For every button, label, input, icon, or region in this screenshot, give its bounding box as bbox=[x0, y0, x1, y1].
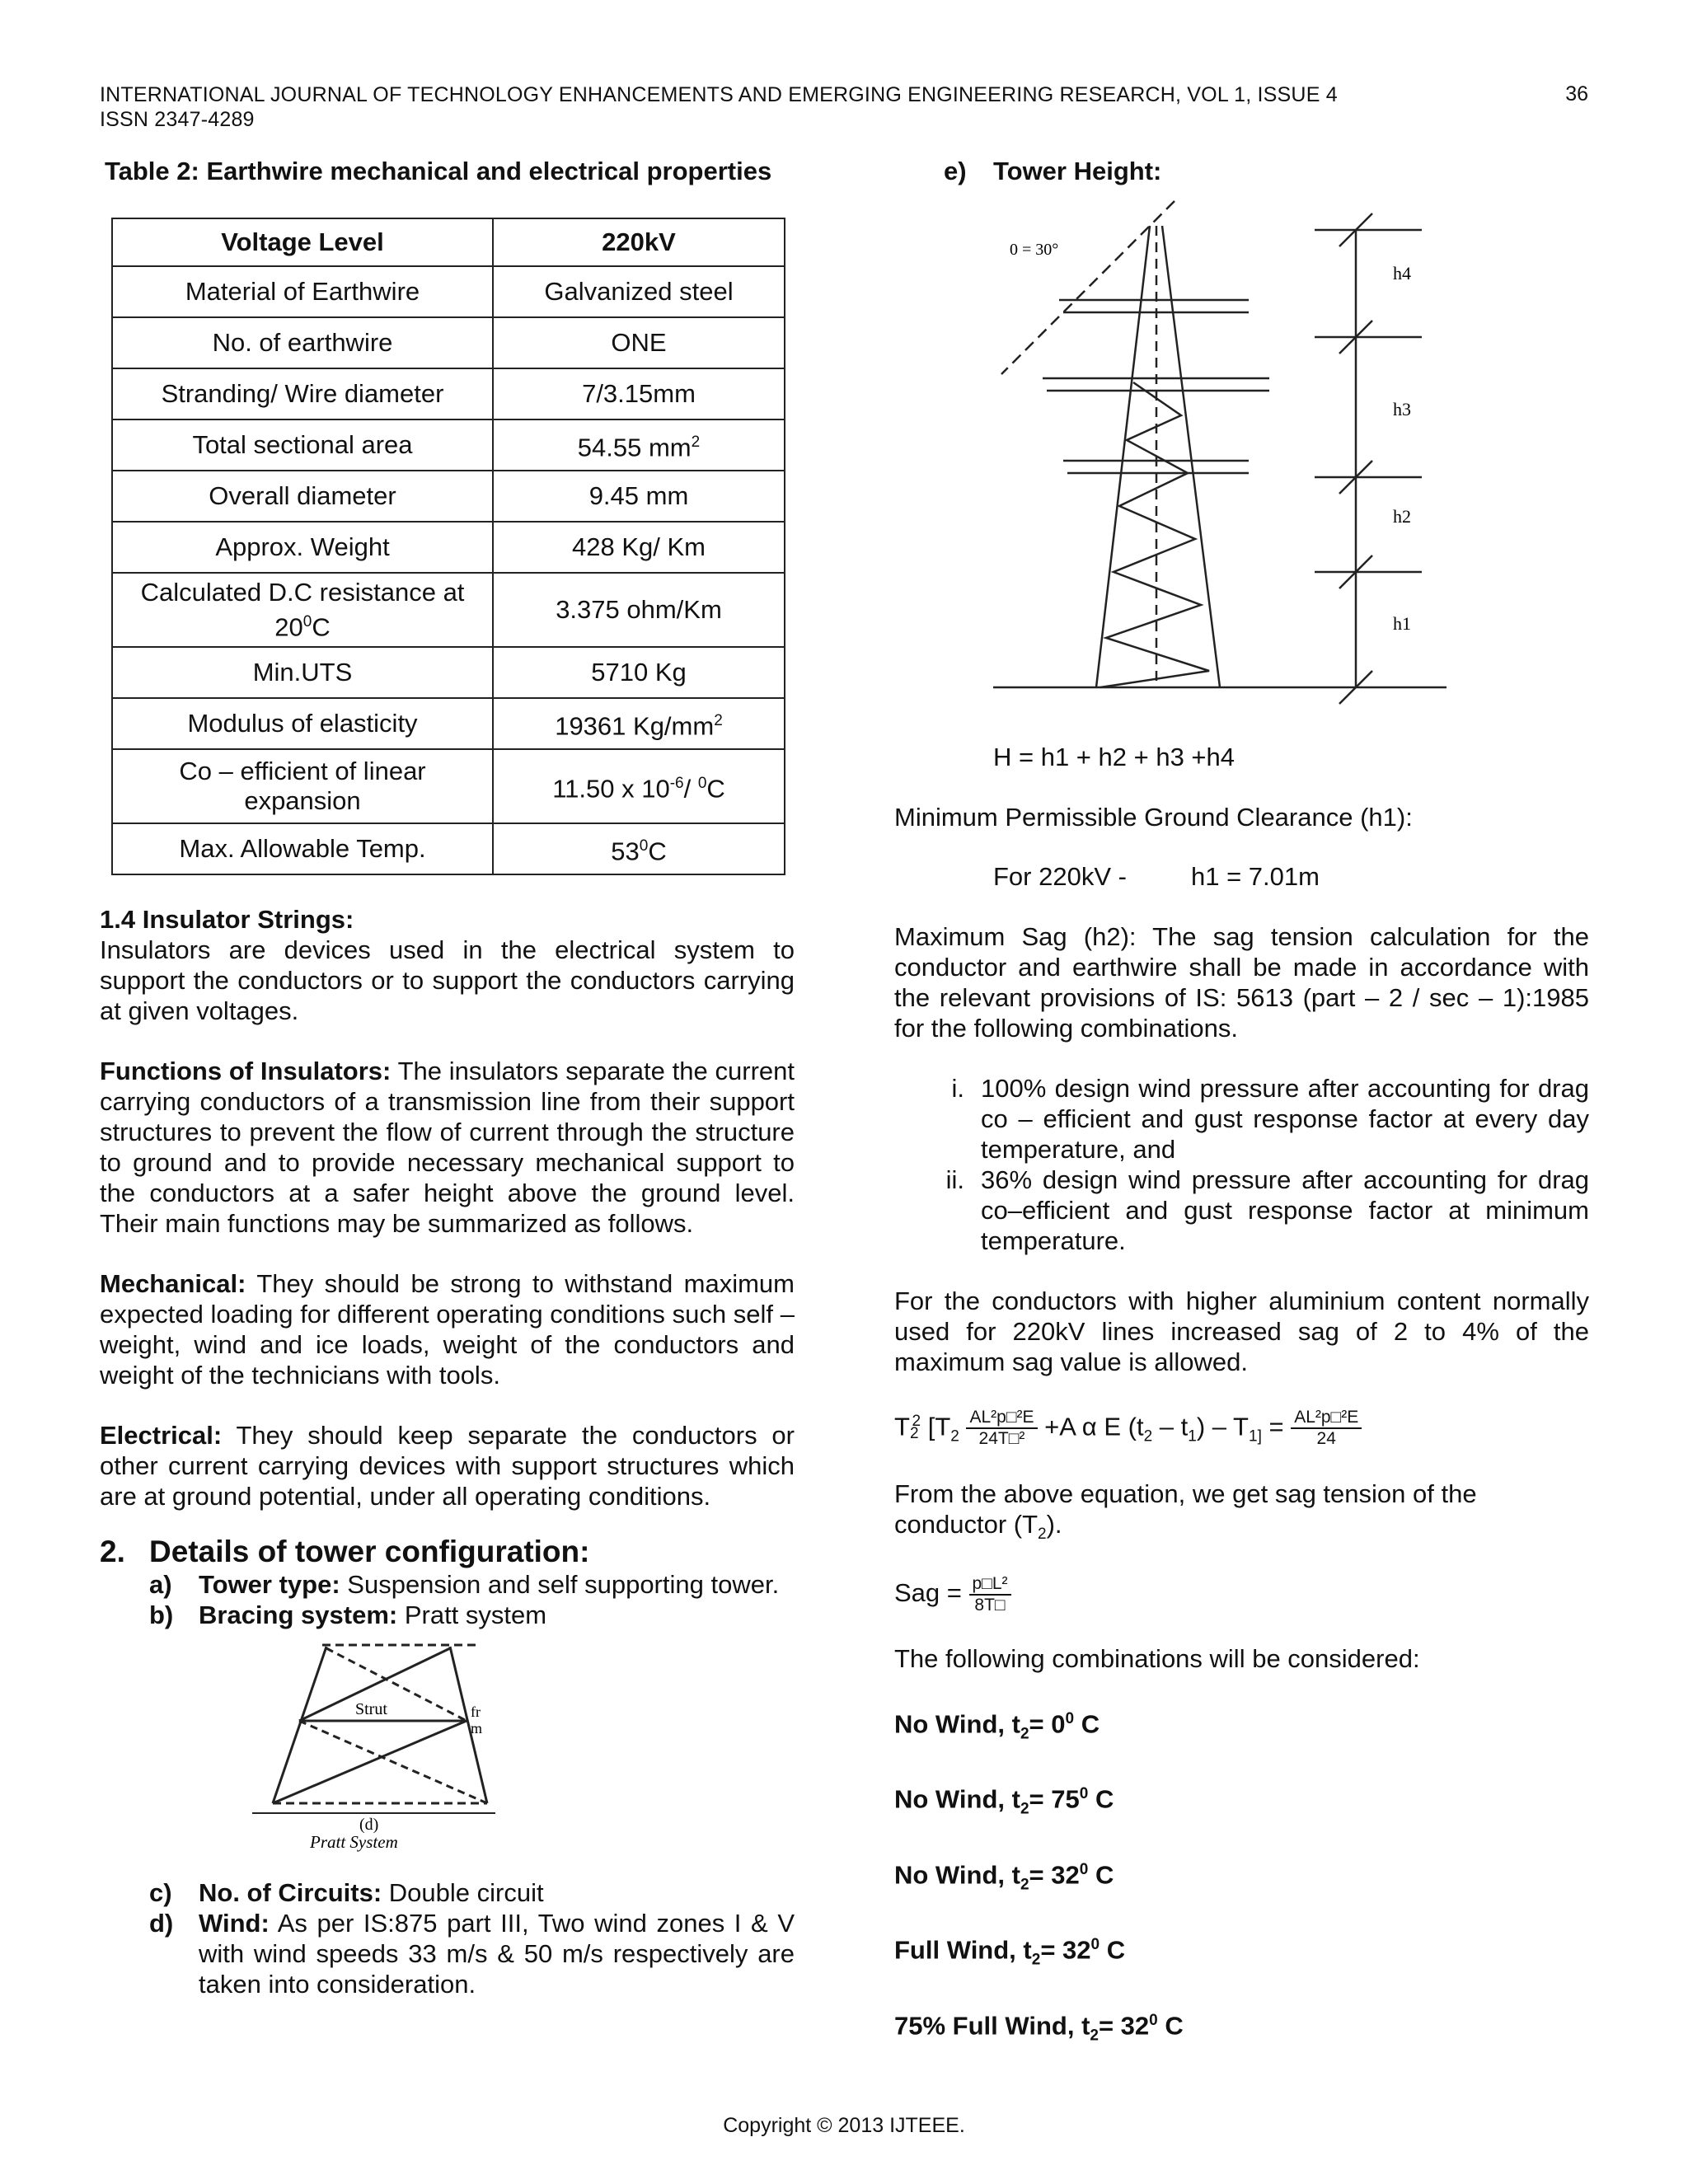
list-text: 100% design wind pressure after accounting for drag co – efficient and gust response factor at every day temperature, and bbox=[981, 1074, 1589, 1164]
eq-sup: 2 bbox=[912, 1413, 921, 1430]
table-cell bbox=[112, 573, 493, 647]
section-heading: 1.4 Insulator Strings: bbox=[100, 905, 354, 934]
paragraph: For the conductors with higher aluminium content normally used for 220kV lines increased sag of 2 to 4% of the maximum sag value is allowed. bbox=[894, 1286, 1589, 1376]
heading-marker: e) bbox=[944, 157, 967, 185]
table-cell: Stranding/ Wire diameter bbox=[112, 368, 493, 419]
diagram-brace-2 bbox=[326, 1648, 467, 1721]
table-cell: Total sectional area bbox=[112, 419, 493, 471]
tower-right-leg bbox=[1162, 226, 1220, 687]
table-cell bbox=[493, 698, 785, 749]
paragraph bbox=[100, 1056, 795, 1239]
diagram-label-strut: Strut bbox=[355, 1700, 387, 1718]
table-row bbox=[112, 749, 785, 823]
cell-text: 54.55 mm bbox=[577, 433, 692, 462]
eq-fraction: $\frac{\text{AL²p□²E}}{\text{24T□²}}$ bbox=[966, 1408, 1037, 1449]
list-marker: c) bbox=[149, 1878, 172, 1907]
paragraph-text: The insulators separate the current carrying conductors of a transmission line from their support structures to prevent the flow of current through the structure to ground and to provide necessary mechanical support to the conductors at a safer height above the ground level. Their main functions may be summarized as follows. bbox=[100, 1057, 795, 1238]
list-marker: d) bbox=[149, 1909, 174, 1938]
cell-text: C bbox=[706, 774, 725, 804]
tower-left-leg bbox=[1096, 226, 1150, 687]
issn: ISSN 2347-4289 bbox=[100, 108, 255, 131]
eq-text: +A α E (t bbox=[1037, 1412, 1144, 1441]
page-number: 36 bbox=[1565, 82, 1588, 105]
table-cell: 7/3.15mm bbox=[493, 368, 785, 419]
bold-label: Bracing system: bbox=[199, 1601, 398, 1629]
table-cell: 9.45 mm bbox=[493, 471, 785, 522]
h1-value: h1 = 7.01m bbox=[1191, 862, 1320, 891]
shield-angle-line bbox=[1001, 201, 1175, 374]
eq-sub: 1 bbox=[1188, 1427, 1197, 1446]
table-cell: No. of earthwire bbox=[112, 317, 493, 368]
table-cell: 5710 Kg bbox=[493, 647, 785, 698]
diagram-left-leg bbox=[273, 1647, 326, 1803]
table-cell: Galvanized steel bbox=[493, 266, 785, 317]
diagram-label-d: (d) bbox=[359, 1816, 379, 1834]
eq-text: T bbox=[894, 1412, 910, 1441]
h1-label: h1 bbox=[1393, 613, 1411, 634]
paragraph-text: ). bbox=[1046, 1509, 1062, 1539]
eq-sub: 1] bbox=[1249, 1427, 1262, 1446]
cell-text: 11.50 x 10 bbox=[552, 774, 670, 804]
eq-sub: 2 bbox=[950, 1427, 959, 1446]
cell-text: C bbox=[648, 837, 667, 866]
height-formula: H = h1 + h2 + h3 +h4 bbox=[993, 743, 1236, 771]
table-row bbox=[112, 266, 785, 317]
table-cell bbox=[493, 823, 785, 874]
paragraph-text: They should be strong to withstand maximum expected loading for different operating conditions such self – weight, wind and ice loads, weight of the conductors and weight of the technicians with tools. bbox=[100, 1269, 795, 1390]
list-item bbox=[149, 1877, 795, 1908]
table-row bbox=[112, 317, 785, 368]
section-number: 2. bbox=[100, 1535, 125, 1568]
table-row bbox=[112, 368, 785, 419]
combination-item: No Wind, $t_2= 75^0$ C bbox=[894, 1784, 1114, 1818]
list-item bbox=[149, 1569, 795, 1600]
h3-label: h3 bbox=[1393, 399, 1411, 419]
table-caption: Table 2: Earthwire mechanical and electrical properties bbox=[105, 157, 772, 185]
table-header-row bbox=[112, 218, 785, 266]
eq-sub: 2 bbox=[1143, 1427, 1153, 1446]
paragraph bbox=[100, 1420, 795, 1511]
list-marker: ii. bbox=[945, 1165, 964, 1194]
table-cell: Approx. Weight bbox=[112, 522, 493, 573]
paragraph: Insulators are devices used in the electrical system to support the conductors or to support the conductors carrying at given voltages. bbox=[100, 935, 795, 1025]
combination-item: 75% Full Wind, $t_2= 32^0$ C bbox=[894, 2011, 1184, 2045]
list-item bbox=[149, 1600, 795, 1630]
eq-sub: 2 bbox=[909, 1425, 919, 1443]
eq-sub: 2 bbox=[1038, 1525, 1047, 1543]
list-item bbox=[149, 1908, 795, 1999]
list-item bbox=[894, 1165, 1589, 1256]
combination-item: No Wind, $t_2= 0^0$ C bbox=[894, 1709, 1100, 1743]
section-heading: Details of tower configuration: bbox=[149, 1535, 590, 1568]
diagram-caption: Pratt System bbox=[310, 1832, 398, 1852]
table-header-cell: 220kV bbox=[493, 218, 785, 266]
table-cell: Modulus of elasticity bbox=[112, 698, 493, 749]
clearance-value-row bbox=[993, 862, 1589, 892]
list-text: As per IS:875 part III, Two wind zones I & V with wind speeds 33 m/s & 50 m/s respectively are taken into consideration. bbox=[199, 1909, 795, 1999]
journal-title: INTERNATIONAL JOURNAL OF TECHNOLOGY ENHANCEMENTS AND EMERGING ENGINEERING RESEARCH, VOL 1, ISSUE 4 bbox=[100, 83, 1338, 106]
bold-label: Functions of Insulators: bbox=[100, 1057, 392, 1085]
table-cell: 3.375 ohm/Km bbox=[493, 573, 785, 647]
list-text: Suspension and self supporting tower. bbox=[340, 1570, 780, 1599]
table-cell: ONE bbox=[493, 317, 785, 368]
bold-label: No. of Circuits: bbox=[199, 1878, 382, 1907]
voltage-label: For 220kV - bbox=[993, 862, 1127, 891]
tower-config-section bbox=[100, 1535, 795, 1999]
table-cell: Overall diameter bbox=[112, 471, 493, 522]
section-heading-row bbox=[100, 1535, 795, 1569]
table-cell bbox=[493, 749, 785, 823]
table-row bbox=[112, 573, 785, 647]
tower-height-heading bbox=[944, 157, 1589, 186]
paragraph bbox=[894, 1479, 1589, 1549]
cell-sup: 0 bbox=[697, 774, 707, 792]
combination-item: Full Wind, $t_2= 32^0$ C bbox=[894, 1935, 1126, 1969]
tower-height-diagram bbox=[985, 193, 1496, 720]
table-cell: 428 Kg/ Km bbox=[493, 522, 785, 573]
table-row bbox=[112, 522, 785, 573]
list-marker: a) bbox=[149, 1570, 172, 1599]
table-cell bbox=[493, 419, 785, 471]
table-cell: Max. Allowable Temp. bbox=[112, 823, 493, 874]
cell-text: 19361 Kg/mm bbox=[555, 711, 715, 741]
left-column bbox=[100, 157, 795, 1999]
h2-label: h2 bbox=[1393, 506, 1411, 527]
cell-sup: 2 bbox=[691, 433, 701, 451]
pratt-system-diagram bbox=[248, 1638, 512, 1853]
sag-fraction: $\frac{\text{p□L²}}{8T□}$ bbox=[969, 1574, 1011, 1615]
tower-bracing bbox=[1100, 382, 1209, 687]
angle-label: 0 = 30° bbox=[1010, 241, 1059, 259]
cell-text: C bbox=[312, 612, 331, 642]
cell-text: Calculated D.C resistance at 20 bbox=[140, 577, 465, 642]
table-cell: Material of Earthwire bbox=[112, 266, 493, 317]
cell-sup: 2 bbox=[714, 711, 723, 729]
sag-tension-equation bbox=[894, 1405, 1589, 1454]
diagram-brace-4 bbox=[299, 1721, 487, 1803]
table-header-cell: Voltage Level bbox=[112, 218, 493, 266]
list-marker: i. bbox=[951, 1074, 964, 1103]
list-text: 36% design wind pressure after accounting for drag co–efficient and gust response factor at minimum temperature. bbox=[981, 1165, 1589, 1255]
right-column bbox=[894, 157, 1589, 2050]
paragraph: The following combinations will be considered: bbox=[894, 1643, 1420, 1673]
paragraph: Maximum Sag (h2): The sag tension calculation for the conductor and earthwire shall be made in accordance with the relevant provisions of IS: 5613 (part – 2 / sec – 1):1985 for the following combinations. bbox=[894, 922, 1589, 1043]
combinations-list bbox=[894, 1704, 1589, 2051]
bold-label: Mechanical: bbox=[100, 1269, 246, 1298]
table-cell: Min.UTS bbox=[112, 647, 493, 698]
bold-label: Tower type: bbox=[199, 1570, 340, 1599]
eq-text: ) – T bbox=[1196, 1412, 1249, 1441]
cell-text: 53 bbox=[611, 837, 640, 866]
diagram-brace-3 bbox=[273, 1721, 467, 1803]
combination-item: No Wind, $t_2= 32^0$ C bbox=[894, 1860, 1114, 1894]
cell-sup: 0 bbox=[639, 837, 649, 855]
list-text: Double circuit bbox=[382, 1878, 544, 1907]
insulators-section bbox=[100, 905, 795, 1511]
cell-text: / bbox=[683, 774, 698, 804]
bold-label: Electrical: bbox=[100, 1421, 223, 1450]
diagram-label-m: m bbox=[471, 1720, 483, 1736]
table-row bbox=[112, 823, 785, 874]
paragraph-text: They should keep separate the conductors or other current carrying devices with support structures which are at ground potential, under all operating conditions. bbox=[100, 1421, 795, 1511]
sag-formula bbox=[894, 1574, 1589, 1615]
list-marker: b) bbox=[149, 1601, 174, 1629]
list-item bbox=[894, 1073, 1589, 1165]
table-row bbox=[112, 698, 785, 749]
paragraph: Minimum Permissible Ground Clearance (h1): bbox=[894, 803, 1413, 832]
list-text: Pratt system bbox=[397, 1601, 547, 1629]
earthwire-properties-table bbox=[111, 218, 785, 875]
cell-sup: 0 bbox=[302, 612, 312, 630]
table-row bbox=[112, 419, 785, 471]
paragraph-text: From the above equation, we get sag tension of the conductor (T bbox=[894, 1479, 1477, 1539]
table-row bbox=[112, 471, 785, 522]
eq-text: [T bbox=[921, 1412, 951, 1441]
eq-text: = bbox=[1261, 1412, 1292, 1441]
table-cell: Co – efficient of linear expansion bbox=[112, 749, 493, 823]
copyright-footer: Copyright © 2013 IJTEEE. bbox=[723, 2114, 965, 2137]
bold-label: Wind: bbox=[199, 1909, 270, 1938]
eq-text: – t bbox=[1152, 1412, 1189, 1441]
eq-fraction: $\frac{\text{AL²p□²E}}{24}$ bbox=[1291, 1408, 1362, 1449]
paragraph bbox=[100, 1268, 795, 1390]
cell-sup: -6 bbox=[669, 774, 684, 792]
table-row bbox=[112, 647, 785, 698]
sag-label: Sag = bbox=[894, 1577, 969, 1607]
diagram-label-fr: fr bbox=[471, 1704, 481, 1720]
h4-label: h4 bbox=[1393, 263, 1411, 284]
heading-text: Tower Height: bbox=[993, 157, 1162, 185]
running-header bbox=[100, 82, 1338, 132]
